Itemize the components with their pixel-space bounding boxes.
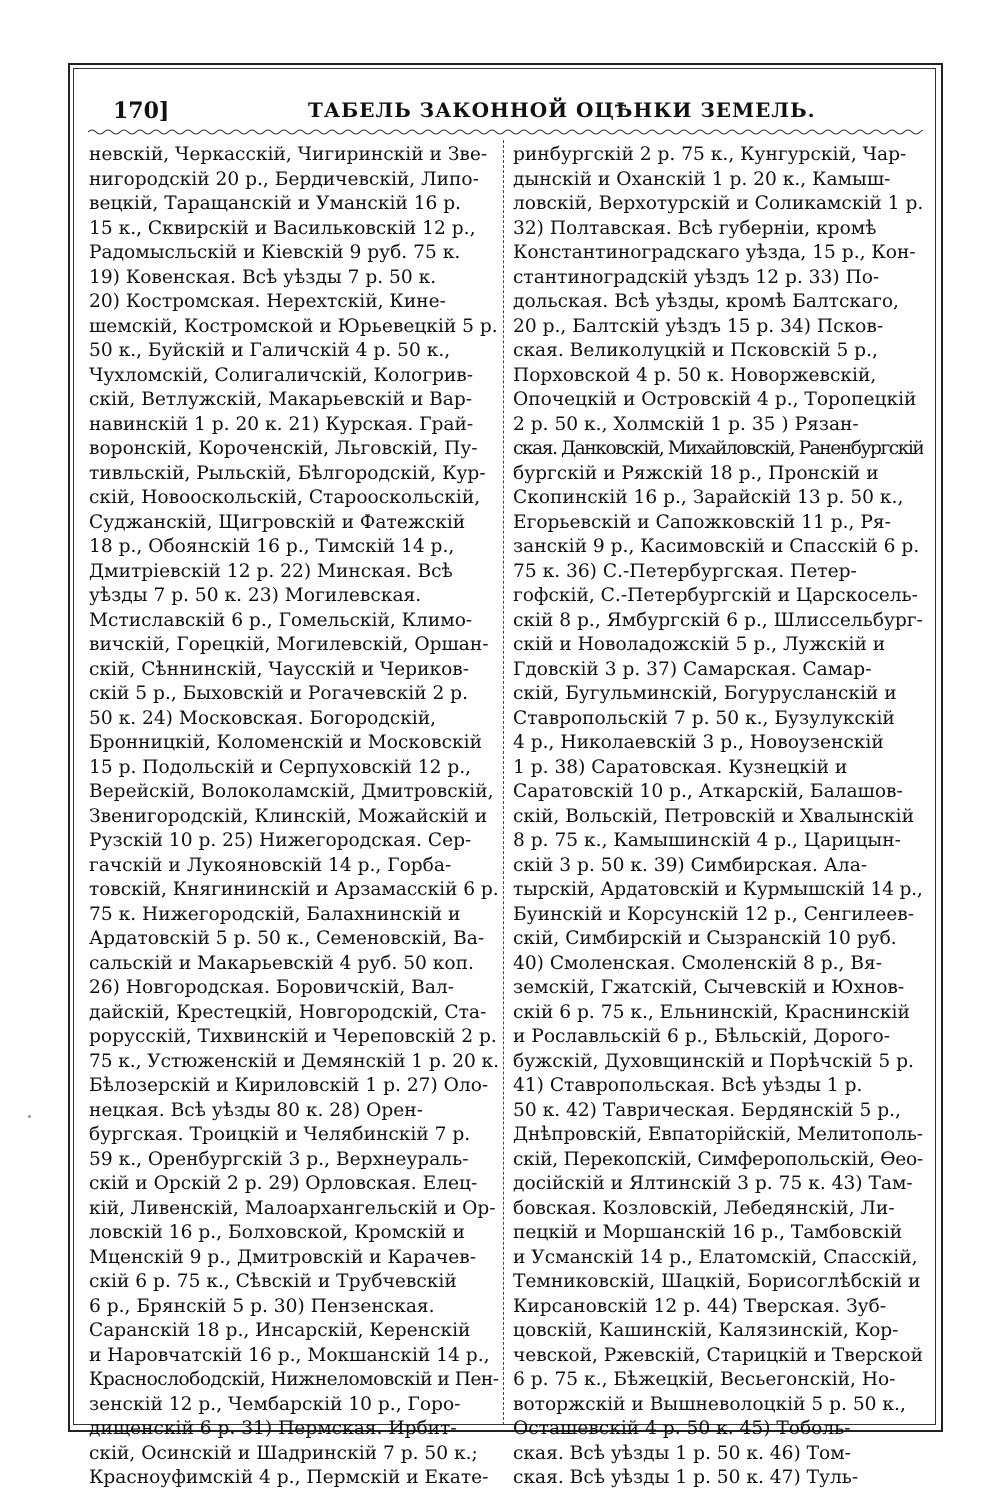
text-line: 8 р. 75 к., Камышинскій 4 р., Царицын- <box>513 830 901 851</box>
text-line: 50 к., Буйскій и Галичскій 4 р. 50 к., <box>89 340 451 361</box>
text-line: 32) Полтавская. Всѣ губерніи, кромѣ <box>513 217 877 239</box>
text-line: бургская. Троицкій и Челябинскій 7 р. <box>89 1124 471 1145</box>
text-line: Кирсановскій 12 р. 44) Тверская. Зуб- <box>513 1295 887 1317</box>
text-line: пецкій и Моршанскій 16 р., Тамбовскій <box>513 1222 903 1243</box>
text-line: ловскій 16 р., Болховской, Кромскій и <box>89 1222 465 1243</box>
text-line: Скопинскій 16 р., Зарайскій 13 р. 50 к., <box>513 487 904 508</box>
text-line: 4 р., Николаевскій 3 р., Новоузенскій <box>513 732 884 753</box>
text-line: стантиноградскій уѣздъ 12 р. 33) По- <box>513 266 880 288</box>
text-line: ская. Всѣ уѣзды 1 р. 50 к. 46) Том- <box>513 1442 851 1464</box>
text-line: Ставропольскій 7 р. 50 к., Бузулукскій <box>513 707 895 729</box>
text-line: и Усманскій 14 р., Елатомскій, Спасскій, <box>513 1246 918 1268</box>
text-line: воторжскій и Вышневолоцкій 5 р. 50 к., <box>513 1393 906 1415</box>
text-line: скій 6 р. 75 к., Ельнинскій, Краснинскій <box>513 1001 910 1023</box>
text-line: земскій, Гжатскій, Сычевскій и Юхнов- <box>513 977 905 998</box>
text-line: Бронницкій, Коломенскій и Московскій <box>89 732 483 753</box>
text-line: рорусскій, Тихвинскій и Череповскій 2 р. <box>89 1026 497 1047</box>
text-line: скій 3 р. 50 к. 39) Симбирская. Ала- <box>513 854 868 876</box>
text-line: сальскій и Макарьевскій 4 руб. 50 коп. <box>89 952 474 974</box>
text-line: навинскій 1 р. 20 к. 21) Курская. Грай- <box>89 413 474 435</box>
page-title: ТАБЕЛЬ ЗАКОННОЙ ОЦѢНКИ ЗЕМЕЛЬ. <box>308 98 816 122</box>
text-line: Гдовскій 3 р. 37) Самарская. Самар- <box>513 658 872 680</box>
text-line: дищенскій 6 р. 31) Пермская. Ирбит- <box>89 1418 457 1439</box>
text-line: Бѣлозерскій и Кириловскій 1 р. 27) Оло- <box>89 1075 489 1096</box>
text-line: 6 р. 75 к., Бѣжецкій, Весьегонскій, Но- <box>513 1369 896 1390</box>
text-line: 75 к. Нижегородскій, Балахнинскій и <box>89 903 461 925</box>
text-line: тивльскій, Рыльскій, Бѣлгородскій, Кур- <box>89 462 486 484</box>
text-line: Красноуфимскій 4 р., Пермскій и Екате- <box>89 1467 489 1488</box>
text-line: Константиноградскаго уѣзда, 15 р., Кон- <box>513 242 916 263</box>
text-line: бовская. Козловскій, Лебедянскій, Ли- <box>513 1197 895 1219</box>
text-line: вичскій, Горецкій, Могилевскій, Оршан- <box>89 634 489 655</box>
text-line: скій 5 р., Быховскій и Рогачевскій 2 р. <box>89 683 468 704</box>
text-line: бургскій и Ряжскій 18 р., Пронскій и <box>513 462 879 484</box>
text-line: скій, Ветлужскій, Макарьевскій и Вар- <box>89 389 473 410</box>
column-divider <box>503 140 504 1425</box>
text-line: скій, Симбирскій и Сызранскій 10 руб. <box>513 928 897 949</box>
text-line: 75 к. 36) С.-Петербургская. Петер- <box>513 560 857 582</box>
paper-speck <box>28 1115 31 1118</box>
text-line: 6 р., Брянскій 5 р. 30) Пензенская. <box>89 1295 435 1317</box>
wavy-rule <box>88 127 923 137</box>
text-line: Мстиславскій 6 р., Гомельскій, Климо- <box>89 609 473 631</box>
text-line: Днѣпровскій, Евпаторійскій, Мелитополь- <box>513 1124 923 1145</box>
text-line: скій и Орскій 2 р. 29) Орловская. Елец- <box>89 1173 478 1194</box>
text-line: товскій, Княгининскій и Арзамасскій 6 р. <box>89 879 499 900</box>
left-column <box>89 143 499 1491</box>
text-line: тырскій, Ардатовскій и Курмышскій 14 р., <box>513 879 923 900</box>
text-line: Саранскій 18 р., Инсарскій, Керенскій <box>89 1320 471 1341</box>
text-line: кій, Ливенскій, Малоархангельскій и Ор- <box>89 1197 496 1219</box>
text-line: занскій 9 р., Касимовскій и Спасскій 6 р. <box>513 536 920 557</box>
text-line: ская. Великолуцкій и Псковскій 5 р., <box>513 340 878 361</box>
right-column <box>513 143 923 1491</box>
text-line: Суджанскій, Щигровскій и Фатежскій <box>89 511 466 533</box>
text-line: вецкій, Таращанскій и Уманскій 16 р. <box>89 193 462 214</box>
page-header <box>88 98 928 128</box>
text-line: 2 р. 50 к., Холмскій 1 р. 35 ) Рязан- <box>513 413 859 435</box>
text-line: скій, Бугульминскій, Богурусланскій и <box>513 683 897 704</box>
text-line: скій 8 р., Ямбургскій 6 р., Шлиссельбург- <box>513 609 923 631</box>
text-line: 41) Ставропольская. Всѣ уѣзды 1 р. <box>513 1075 863 1096</box>
text-line: нецкая. Всѣ уѣзды 80 к. 28) Орен- <box>89 1099 423 1121</box>
text-line: Саратовскій 10 р., Аткарскій, Балашов- <box>513 781 903 802</box>
text-line: 15 р. Подольскій и Серпуховскій 12 р., <box>89 756 472 778</box>
text-line: скій, Перекопскій, Симферопольскій, Ѳео- <box>513 1148 923 1170</box>
text-line: 59 к., Оренбургскій 3 р., Верхнеураль- <box>89 1148 469 1170</box>
text-line: Радомысльскій и Кіевскій 9 руб. 75 к. <box>89 242 461 263</box>
text-line: нигородскій 20 р., Бердичевскій, Липо- <box>89 168 479 190</box>
text-line: Осташевскій 4 р. 50 к. 45) Тоболь- <box>513 1418 851 1439</box>
text-line: 19) Ковенская. Всѣ уѣзды 7 р. 50 к. <box>89 266 437 288</box>
text-line: чевской, Ржевскій, Старицкій и Тверской <box>513 1344 923 1366</box>
text-line: 40) Смоленская. Смоленскій 8 р., Вя- <box>513 952 883 974</box>
text-line: невскій, Черкасскій, Чигиринскій и Зве- <box>89 144 488 165</box>
text-line: Верейскій, Волоколамскій, Дмитровскій, <box>89 781 494 802</box>
text-line: и Рославльскій 6 р., Бѣльскій, Дорого- <box>513 1026 891 1047</box>
text-line: и Наровчатскій 16 р., Мокшанскій 14 р., <box>89 1344 490 1366</box>
text-line: Краснослободскій, Нижнеломовскій и Пен- <box>89 1369 499 1390</box>
text-line: Ардатовскій 5 р. 50 к., Семеновскій, Ва- <box>89 928 485 949</box>
text-line: скій, Осинскій и Шадринскій 7 р. 50 к.; <box>89 1442 478 1464</box>
text-line: 1 р. 38) Саратовская. Кузнецкій и <box>513 756 848 778</box>
text-line: Мценскій 9 р., Дмитровскій и Карачев- <box>89 1246 476 1268</box>
text-line: цовскій, Кашинскій, Калязинскій, Кор- <box>513 1320 899 1341</box>
text-line: 75 к., Устюженскій и Демянскій 1 р. 20 к. <box>89 1050 499 1072</box>
text-line: ловскій, Верхотурскій и Соликамскій 1 р. <box>513 193 923 214</box>
text-line: Порховской 4 р. 50 к. Новоржевскій, <box>513 364 877 386</box>
text-line: скій и Новоладожскій 5 р., Лужскій и <box>513 634 886 655</box>
text-line: 20 р., Балтскій уѣздъ 15 р. 34) Псков- <box>513 315 884 337</box>
text-line: скій 6 р. 75 к., Сѣвскій и Трубчевскій <box>89 1271 457 1292</box>
text-line: бужскій, Духовщинскій и Порѣчскій 5 р. <box>513 1050 914 1072</box>
text-line: 50 к. 24) Московская. Богородскій, <box>89 707 437 729</box>
text-line: 15 к., Сквирскій и Васильковскій 12 р., <box>89 217 476 239</box>
text-line: гофскій, С.-Петербургскій и Царскосель- <box>513 585 918 606</box>
text-line: скій, Вольскій, Петровскій и Хвалынскій <box>513 805 915 827</box>
text-line: Темниковскій, Шацкій, Борисоглѣбскій и <box>513 1271 921 1292</box>
text-line: зенскій 12 р., Чембарскій 10 р., Горо- <box>89 1393 461 1415</box>
text-line: гачскій и Лукояновскій 14 р., Горба- <box>89 854 452 876</box>
text-line: скій, Сѣннинскій, Чаусскій и Чериков- <box>89 658 470 680</box>
text-line: Егорьевскій и Сапожковскій 11 р., Ря- <box>513 511 891 533</box>
text-line: 18 р., Обоянскій 16 р., Тимскій 14 р., <box>89 536 455 557</box>
text-line: дольская. Всѣ уѣзды, кромѣ Балтскаго, <box>513 291 899 312</box>
text-line: дайскій, Крестецкій, Новгородскій, Ста- <box>89 1001 487 1023</box>
text-line: ринбургскій 2 р. 75 к., Кунгурскій, Чар- <box>513 144 907 165</box>
text-line: ская. Данковскій, Михайловскій, Раненбургскій <box>513 438 923 459</box>
page-number: 170] <box>113 98 170 124</box>
text-line: дынскій и Оханскій 1 р. 20 к., Камыш- <box>513 168 891 190</box>
text-line: Буинскій и Корсунскій 12 р., Сенгилеев- <box>513 903 915 925</box>
text-line: уѣзды 7 р. 50 к. 23) Могилевская. <box>89 585 422 606</box>
text-line: 50 к. 42) Таврическая. Бердянскій 5 р., <box>513 1099 901 1121</box>
text-line: 20) Костромская. Нерехтскій, Кине- <box>89 291 446 312</box>
text-line: Дмитріевскій 12 р. 22) Минская. Всѣ <box>89 560 453 582</box>
text-line: ская. Всѣ уѣзды 1 р. 50 к. 47) Туль- <box>513 1467 859 1488</box>
text-line: Чухломскій, Солигаличскій, Кологрив- <box>89 364 473 386</box>
text-line: досійскій и Ялтинскій 3 р. 75 к. 43) Там- <box>513 1173 913 1194</box>
text-line: скій, Новооскольскій, Старооскольскій, <box>89 487 481 508</box>
text-line: Рузскій 10 р. 25) Нижегородская. Сер- <box>89 830 472 851</box>
text-line: Звенигородскій, Клинскій, Можайскій и <box>89 805 488 827</box>
text-line: воронскій, Короченскій, Льговскій, Пу- <box>89 438 478 459</box>
text-line: шемскій, Костромской и Юрьевецкій 5 р. <box>89 315 498 337</box>
text-line: 26) Новгородская. Боровичскій, Вал- <box>89 977 455 998</box>
text-line: Опочецкій и Островскій 4 р., Торопецкій <box>513 389 917 410</box>
